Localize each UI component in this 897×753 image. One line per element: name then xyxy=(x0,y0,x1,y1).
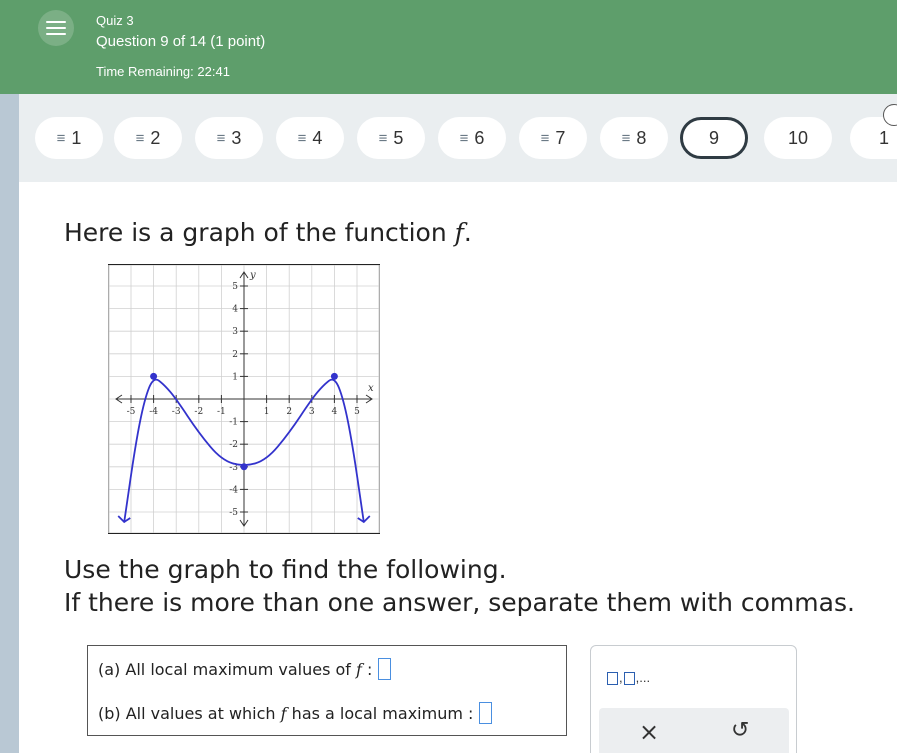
undo-button[interactable]: ↺ xyxy=(731,718,750,743)
part-b-row: (b) All values at which f has a local maximum : xyxy=(98,702,492,724)
y-tick-label: 5 xyxy=(232,282,238,292)
time-label: Time Remaining: xyxy=(96,64,194,79)
list-lines-icon: ≡ xyxy=(135,129,145,147)
x-tick-label: 2 xyxy=(286,407,293,417)
list-lines-icon: ≡ xyxy=(297,129,307,147)
function-graph xyxy=(108,264,380,534)
question-nav-6[interactable] xyxy=(438,117,506,159)
question-nav-label: 9 xyxy=(708,127,719,148)
question-nav-2[interactable] xyxy=(114,117,182,159)
time-value: 22:41 xyxy=(197,64,230,79)
curve-point xyxy=(241,463,248,470)
y-tick-label: -4 xyxy=(229,485,238,496)
y-tick-label: 4 xyxy=(232,304,238,315)
y-tick-label: -2 xyxy=(229,440,238,451)
list-lines-icon: ≡ xyxy=(459,129,469,147)
x-tick-label: 5 xyxy=(354,407,360,417)
time-remaining xyxy=(96,64,230,79)
sequence-tool-button[interactable]: , ,... xyxy=(607,670,650,685)
x-tick-label: 1 xyxy=(263,407,270,417)
question-prompt: Here is a graph of the function f. xyxy=(64,218,472,247)
left-rail xyxy=(0,0,19,753)
quiz-header xyxy=(0,0,897,94)
function-name: f xyxy=(454,218,464,247)
part-a-input[interactable] xyxy=(378,658,391,680)
y-tick-label: 3 xyxy=(232,327,238,338)
question-nav-label: 3 xyxy=(231,127,242,148)
y-tick-label: -5 xyxy=(229,508,238,518)
question-nav-label: 1 xyxy=(71,127,82,148)
question-nav-label: 6 xyxy=(474,127,485,148)
quiz-title: Quiz 3 xyxy=(96,13,134,28)
x-axis-label: x xyxy=(368,383,374,394)
answer-box xyxy=(87,645,567,736)
question-nav-label: 4 xyxy=(312,127,323,148)
list-lines-icon: ≡ xyxy=(56,129,66,147)
part-b-input[interactable] xyxy=(479,702,492,724)
y-tick-label: 2 xyxy=(232,349,238,360)
question-nav-label: 8 xyxy=(636,127,647,148)
list-lines-icon: ≡ xyxy=(216,129,226,147)
part-a-row: (a) All local maximum values of f : xyxy=(98,658,391,680)
question-nav-7[interactable] xyxy=(519,117,587,159)
question-nav-label: 2 xyxy=(150,127,161,148)
instruction-2: If there is more than one answer, separate them with commas. xyxy=(64,588,855,617)
clear-button[interactable]: × xyxy=(639,718,660,746)
x-tick-label: 3 xyxy=(308,407,315,417)
list-lines-icon: ≡ xyxy=(378,129,388,147)
x-tick-label: 4 xyxy=(331,407,338,417)
hamburger-menu-icon[interactable] xyxy=(38,10,74,46)
x-tick-label: -5 xyxy=(126,407,136,417)
x-tick-label: -4 xyxy=(149,407,158,417)
y-tick-label: -3 xyxy=(229,462,238,473)
question-nav-9[interactable] xyxy=(680,117,748,159)
y-axis-label: y xyxy=(250,270,256,281)
question-nav-3[interactable] xyxy=(195,117,263,159)
answer-tools xyxy=(590,645,797,753)
question-nav-8[interactable] xyxy=(600,117,668,159)
list-lines-icon: ≡ xyxy=(540,129,550,147)
question-nav-10[interactable] xyxy=(764,117,832,159)
x-tick-label: -2 xyxy=(194,407,204,417)
y-tick-label: -1 xyxy=(229,417,238,428)
question-nav-1[interactable] xyxy=(35,117,103,159)
list-lines-icon: ≡ xyxy=(621,129,631,147)
question-label: Question 9 of 14 (1 point) xyxy=(96,33,266,50)
question-nav-4[interactable] xyxy=(276,117,344,159)
instruction-1: Use the graph to find the following. xyxy=(64,555,507,584)
question-nav-5[interactable] xyxy=(357,117,425,159)
question-nav-label: 1 xyxy=(878,127,889,148)
question-nav-label: 10 xyxy=(787,127,809,148)
question-nav-label: 7 xyxy=(555,127,566,148)
question-nav-label: 5 xyxy=(393,127,404,148)
x-tick-label: -1 xyxy=(217,407,226,417)
y-tick-label: 1 xyxy=(232,372,238,383)
tool-actions xyxy=(599,708,789,753)
curve-point xyxy=(150,373,157,380)
curve-point xyxy=(331,373,338,380)
x-tick-label: -3 xyxy=(171,407,181,417)
